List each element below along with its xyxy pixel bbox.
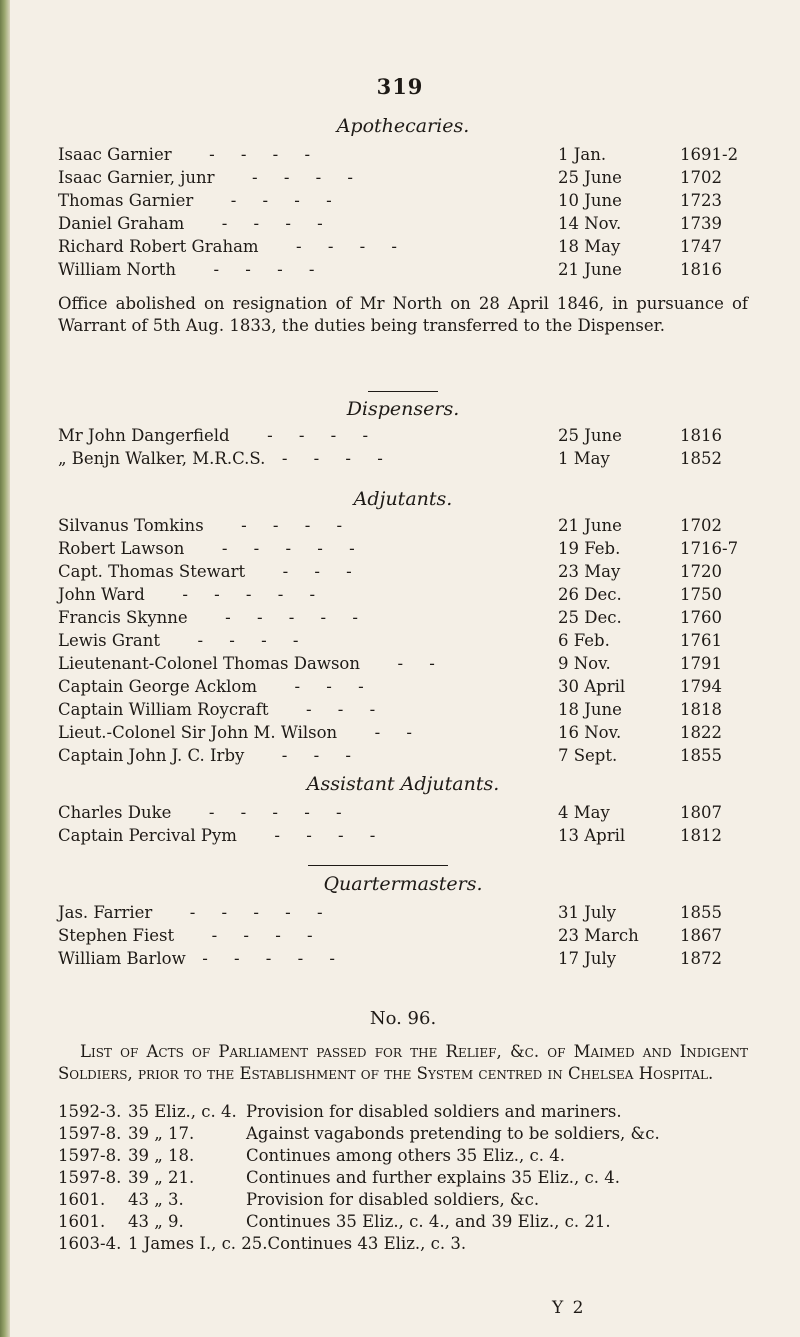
table-row: 1597-8. 39 „ 18. Continues among others 35 Eliz., c. 4.	[58, 1146, 565, 1165]
section-heading: Assistant Adjutants.	[306, 773, 500, 795]
list-item: Isaac Garnier, junr - - - - 25 June 1702	[58, 168, 722, 187]
section-heading: Dispensers.	[346, 398, 460, 420]
acts-list	[58, 1008, 748, 1255]
section-heading: Adjutants.	[353, 488, 453, 510]
list-item: William Barlow - - - - - 17 July 1872	[58, 949, 722, 968]
list-item: Robert Lawson - - - - - 19 Feb. 1716-7	[58, 539, 739, 558]
list-item: Stephen Fiest - - - - 23 March 1867	[58, 926, 722, 945]
list-item: Lieutenant-Colonel Thomas Dawson - - 9 Nov. 1791	[58, 654, 722, 673]
list-item: Lieut.-Colonel Sir John M. Wilson - - 16 Nov. 1822	[58, 723, 722, 742]
list-item: Mr John Dangerfield - - - - 25 June 1816	[58, 426, 722, 445]
list-title: List of Acts of Parliament passed for the Relief, &c. of Maimed and Indigent Soldiers, prior to the Establishment of the System centred in Chelsea Hospital.	[58, 1042, 748, 1083]
table-row: 1601. 43 „ 9. Continues 35 Eliz., c. 4., and 39 Eliz., c. 21.	[58, 1212, 611, 1231]
list-item: Isaac Garnier - - - - 1 Jan. 1691-2	[58, 145, 739, 164]
list-item: „ Benjn Walker, M.R.C.S. - - - - 1 May 1852	[58, 449, 722, 468]
section-adjutants	[58, 488, 748, 767]
list-number: No. 96.	[369, 1008, 437, 1029]
list-item: William North - - - - 21 June 1816	[58, 260, 722, 279]
office-note: Office abolished on resignation of Mr North on 28 April 1846, in pursuance of Warrant of 5th Aug. 1833, the duties being transferred to the Dispenser.	[58, 294, 748, 335]
list-item: Capt. Thomas Stewart - - - 23 May 1720	[58, 562, 722, 581]
list-item: Captain William Roycraft - - - 18 June 1818	[58, 700, 722, 719]
list-item: John Ward - - - - - 26 Dec. 1750	[58, 585, 722, 604]
divider	[368, 391, 438, 392]
list-item: Charles Duke - - - - - 4 May 1807	[58, 803, 722, 822]
table-row: 1597-8. 39 „ 17. Against vagabonds pretending to be soldiers, &c.	[58, 1124, 660, 1143]
list-item: Francis Skynne - - - - - 25 Dec. 1760	[58, 608, 722, 627]
list-item: Lewis Grant - - - - 6 Feb. 1761	[58, 631, 722, 650]
list-item: Daniel Graham - - - - 14 Nov. 1739	[58, 214, 722, 233]
list-item: Silvanus Tomkins - - - - 21 June 1702	[58, 516, 722, 535]
table-row: 1603-4. 1 James I., c. 25. Continues 43 Eliz., c. 3.	[58, 1234, 467, 1253]
list-item: Richard Robert Graham - - - - 18 May 1747	[58, 237, 722, 256]
list-item: Captain Percival Pym - - - - 13 April 1812	[58, 826, 722, 845]
list-item: Thomas Garnier - - - - 10 June 1723	[58, 191, 722, 210]
table-row: 1601. 43 „ 3. Provision for disabled soldiers, &c.	[58, 1190, 540, 1209]
section-apothecaries	[58, 115, 748, 337]
list-item: Captain George Acklom - - - 30 April 1794	[58, 677, 722, 696]
divider	[308, 865, 448, 866]
section-heading: Apothecaries.	[336, 115, 470, 137]
signature-mark: Y 2	[552, 1298, 586, 1318]
list-item: Captain John J. C. Irby - - - 7 Sept. 1855	[58, 746, 722, 765]
table-row: 1592-3. 35 Eliz., c. 4. Provision for disabled soldiers and mariners.	[58, 1102, 622, 1121]
section-quartermasters	[58, 873, 748, 970]
section-dispensers	[58, 398, 748, 470]
page-number: 319	[376, 74, 424, 99]
book-binding-edge	[0, 0, 10, 1337]
table-row: 1597-8. 39 „ 21. Continues and further explains 35 Eliz., c. 4.	[58, 1168, 620, 1187]
section-assistant-adjutants	[58, 773, 748, 847]
section-heading: Quartermasters.	[323, 873, 483, 895]
list-item: Jas. Farrier - - - - - 31 July 1855	[58, 903, 722, 922]
